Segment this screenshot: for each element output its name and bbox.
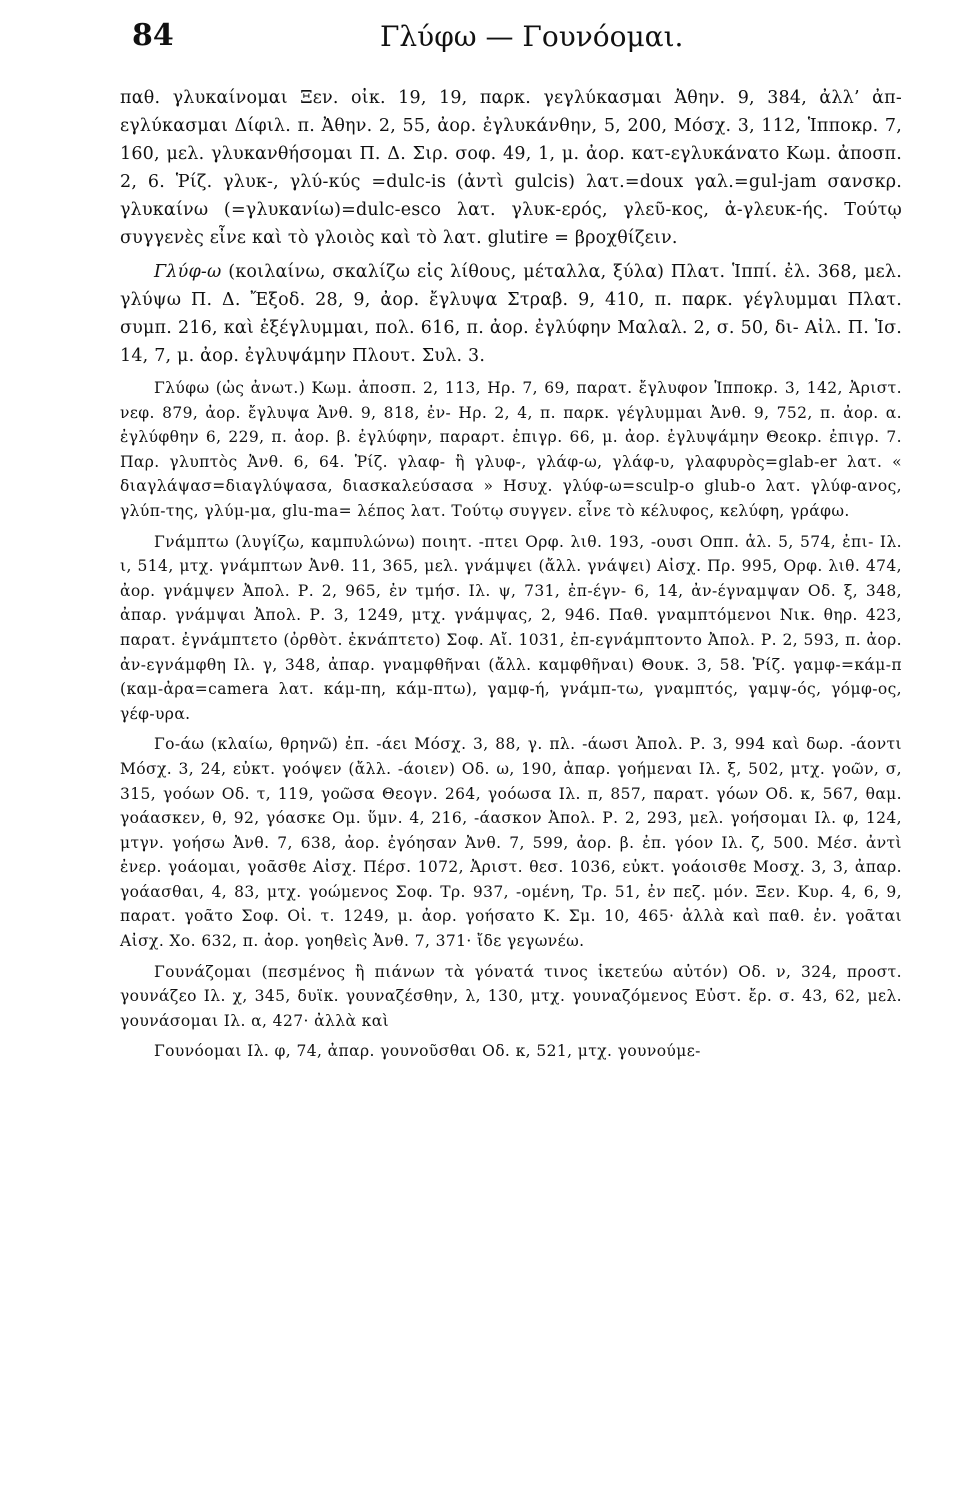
- entry-text: Γο-άω (κλαίω, θρηνῶ) ἐπ. -άει Μόσχ. 3, 88, γ. πλ. -άωσι Ἀπολ. Ρ. 3, 994 καὶ δωρ. -άοντι Μόσχ. 3, 24, εὐκτ. γοόψεν (ἄλλ. -άοιεν) Οδ. ω, 190, ἀπαρ. γοήμεναι Ιλ. ξ, 502, μτχ. γοῶν, σ, 315, γοόων Οδ. τ, 119, γοῶσα Θεογν. 264, γοόωσα Ιλ. π, 857, παρατ. γόων Οδ. κ, 567, θαμ. γοάασκεν, θ, 92, γόασκε Ομ. ὕμν. 4, 216, -άασκον Ἀπολ. Ρ. 2, 293, μελ. γοήσομαι Ιλ. φ, 124, μτγν. γοήσω Ἀνθ. 7, 638, ἀορ. ἐγόησαν Ἀνθ. 7, 599, ἀορ. β. ἐπ. γόον Ιλ. ζ, 500. Μέσ. ἀντὶ ἐνερ. γοάομαι, γοᾶσθε Αἰσχ. Πέρσ. 1072, Ἀριστ. θεσ. 1036, εὐκτ. γοάοισθε Μοσχ. 3, 3, ἀπαρ. γοάασθαι, 4, 83, μτχ. γοώμενος Σοφ. Τρ. 937, -ομένη, Τρ. 51, ἐν πεζ. μόν. Ξεν. Κυρ. 4, 6, 9, παρατ. γοᾶτο Σοφ. Οἰ. τ. 1249, μ. ἀορ. γοήσατο Κ. Σμ. 10, 465· ἀλλὰ καὶ παθ. ἐν. γοᾶται Αἰσχ. Χο. 632, π. ἀορ. γοηθεὶς Ἀνθ. 7, 371· ἴδε γεγωνέω.: [120, 735, 902, 951]
- entry-text: (κοιλαίνω, σκαλίζω εἰς λίθους, μέταλλα, ξύλα) Πλατ. Ἱππί. ἐλ. 368, μελ. γλύψω Π. Δ. Ἔξοδ. 28, 9, ἀορ. ἔγλυψα Στραβ. 9, 410, π. παρκ. γέγλυμμαι Πλατ. συμπ. 216, καὶ ἐξέγλυμμαι, πολ. 616, π. ἀορ. ἐγλύφην Μαλαλ. 2, σ. 50, δι- Αἰλ. Π. Ἱσ. 14, 7, μ. ἀορ. ἐγλυψάμην Πλουτ. Συλ. 3.: [120, 262, 902, 366]
- entry-glykaino-continuation: [120, 84, 902, 252]
- entry-headword: Γλύφ-ω: [154, 262, 222, 282]
- entry-glyfo: [120, 258, 902, 370]
- entry-gounoomai: [120, 1039, 902, 1064]
- entry-text: Γλύφω (ὡς ἀνωτ.) Κωμ. ἀποσπ. 2, 113, Ηρ. 7, 69, παρατ. ἔγλυφον Ἱπποκρ. 3, 142, Ἀριστ. νεφ. 879, ἀορ. ἔγλυψα Ἀνθ. 9, 818, ἐν- Ηρ. 2, 4, π. παρκ. γέγλυμμαι Ἀνθ. 9, 752, π. ἀορ. α. ἐγλύφθην 6, 229, π. ἀορ. β. ἐγλύφην, παραρτ. ἐπιγρ. 66, μ. ἀορ. ἐγλυψάμην Θεοκρ. ἐπιγρ. 7. Παρ. γλυπτὸς Ἀνθ. 6, 64. Ῥίζ. γλαφ- ἢ γλυφ-, γλάφ-ω, γλάφ-υ, γλαφυρὸς=glab-er λατ. « διαγλάψασ=διαγλύψασα, διασκαλεύσασα » Ησυχ. γλύφ-ω=sculp-o glub-o λατ. γλύφ-ανος, γλύπ-της, γλύμ-μα, glu-ma= λέπος λατ. Τούτῳ συγγεν. εἶνε τὸ κέλυφος, κελύφη, γράφω.: [120, 379, 902, 520]
- entry-gnampto: [120, 530, 902, 727]
- page-number: 84: [132, 18, 174, 53]
- entry-goao: [120, 732, 902, 953]
- running-title: Γλύφω — Γουνόομαι.: [380, 20, 684, 53]
- entry-text: Γνάμπτω (λυγίζω, καμπυλώνω) ποιητ. -πτει Ορφ. λιθ. 193, -ουσι Οππ. ἁλ. 5, 574, ἐπι- Ιλ. ι, 514, μτχ. γνάμπτων Ἀνθ. 11, 365, μελ. γνάμψει (ἄλλ. γνάψει) Αἰσχ. Πρ. 995, Ορφ. λιθ. 474, ἀορ. γνάμψεν Ἀπολ. Ρ. 2, 965, ἐν τμήσ. Ιλ. ψ, 731, ἐπ-έγν- 6, 14, ἀν-έγναμψαν Οδ. ξ, 348, ἀπαρ. γνάμψαι Ἀπολ. Ρ. 3, 1249, μτχ. γνάμψας, 2, 946. Παθ. γναμπτόμενοι Νικ. θηρ. 423, παρατ. ἐγνάμπτετο (ὀρθὸτ. ἐκνάπτετο) Σοφ. Αἴ. 1031, ἐπ-εγνάμπτοντο Ἀπολ. Ρ. 2, 593, π. ἀορ. ἀν-εγνάμφθη Ιλ. γ, 348, ἀπαρ. γναμφθῆναι (ἄλλ. καμφθῆναι) Θουκ. 3, 58. Ῥίζ. γαμφ-=κάμ-π (καμ-ἀρα=camera λατ. κάμ-πη, κάμ-πτω), γαμφ-ή, γνάμπ-τω, γναμπτός, γαμψ-ός, γόμφ-ος, γέφ-υρα.: [120, 532, 902, 723]
- page-header: [120, 18, 902, 68]
- entry-glyfo-small: [120, 376, 902, 524]
- entry-text: Γουνόομαι Ιλ. φ, 74, ἀπαρ. γουνοῦσθαι Οδ. κ, 521, μτχ. γουνούμε-: [154, 1042, 701, 1061]
- entry-text: παθ. γλυκαίνομαι Ξεν. οἰκ. 19, 19, παρκ. γεγλύκασμαι Ἀθην. 9, 384, ἀλλ’ ἀπ-εγλύκασμαι Δίφιλ. π. Ἀθην. 2, 55, ἀορ. ἐγλυκάνθην, 5, 200, Μόσχ. 3, 112, Ἱπποκρ. 7, 160, μελ. γλυκανθήσομαι Π. Δ. Σιρ. σοφ. 49, 1, μ. ἀορ. κατ-εγλυκάνατο Κωμ. ἀποσπ. 2, 6. Ῥίζ. γλυκ-, γλύ-κύς =dulc-is (ἀντὶ gulcis) λατ.=doux γαλ.=gul-jam σανσκρ. γλυκαίνω (=γλυκανίω)=dulc-esco λατ. γλυκ-ερός, γλεῦ-κος, ἀ-γλευκ-ής. Τούτῳ συγγενὲς εἶνε καὶ τὸ γλοιὸς καὶ τὸ λατ. glutire = βροχθίζειν.: [120, 88, 902, 248]
- entry-text: Γουνάζομαι (πεσμένος ἢ πιάνων τὰ γόνατά τινος ἱκετεύω αὐτόν) Οδ. ν, 324, προστ. γουνάζεο Ιλ. χ, 345, δυϊκ. γουναζέσθην, λ, 130, μτχ. γουναζόμενος Εὐστ. ἔρ. σ. 43, 62, μελ. γουνάσομαι Ιλ. α, 427· ἀλλὰ καὶ: [120, 962, 902, 1030]
- entry-gounazomai: [120, 960, 902, 1034]
